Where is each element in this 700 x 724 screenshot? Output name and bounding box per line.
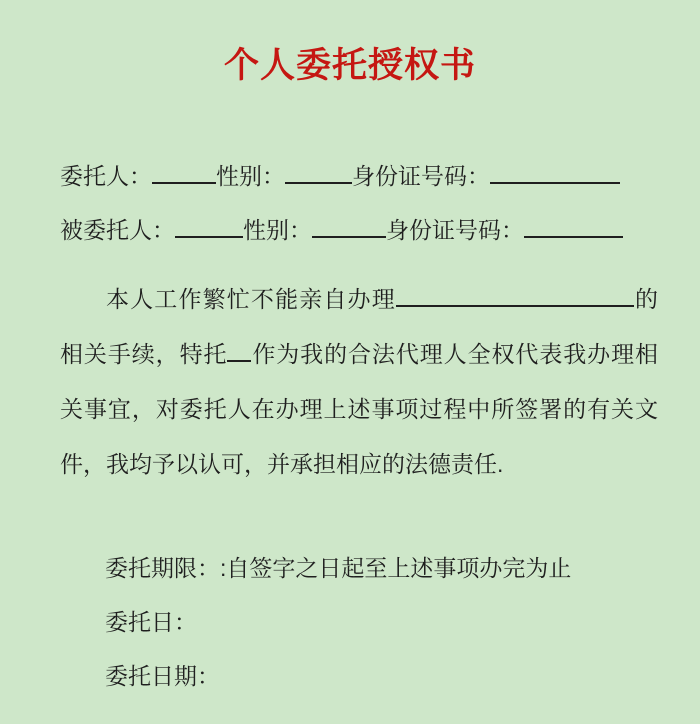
page-title: 个人委托授权书	[223, 46, 476, 85]
principal-signature-line: 委托日：	[105, 609, 197, 636]
agent-gender-label: 性别：	[243, 216, 312, 243]
body-text-part1: 本人工作繁忙不能亲自办理	[106, 286, 396, 313]
principal-gender-blank	[285, 161, 352, 184]
principal-name-blank	[152, 161, 216, 184]
date-line: 委托日期：	[105, 663, 220, 690]
authorization-body-paragraph	[60, 272, 658, 492]
party-info-section	[60, 160, 660, 246]
principal-row	[60, 160, 660, 193]
agent-gender-blank	[312, 214, 386, 237]
footer-section	[105, 541, 660, 703]
principal-id-label: 身份证号码：	[352, 163, 490, 189]
principal-id-blank	[490, 161, 620, 184]
agent-id-blank	[524, 214, 623, 237]
agent-name-inline-blank	[227, 339, 251, 362]
body-text-part3: 作为我的合法代理人全权代表我办理相关事宜，对委托人在办理上述事项过程中所签署的有关文件，我均予以认可，并承担相应的法德责任.	[60, 341, 659, 478]
body-text-part2: 的相关手续，特托	[60, 286, 659, 368]
term-line: 委托期限：:自签字之日起至上述事项办完为止	[105, 555, 572, 582]
agent-id-label: 身份证号码：	[386, 216, 524, 243]
principal-name-label: 委托人：	[60, 163, 152, 189]
agent-name-label: 被委托人：	[60, 216, 175, 243]
principal-gender-label: 性别：	[216, 163, 285, 189]
agent-name-blank	[175, 214, 243, 237]
matter-blank	[396, 284, 634, 307]
agent-row	[60, 214, 660, 247]
